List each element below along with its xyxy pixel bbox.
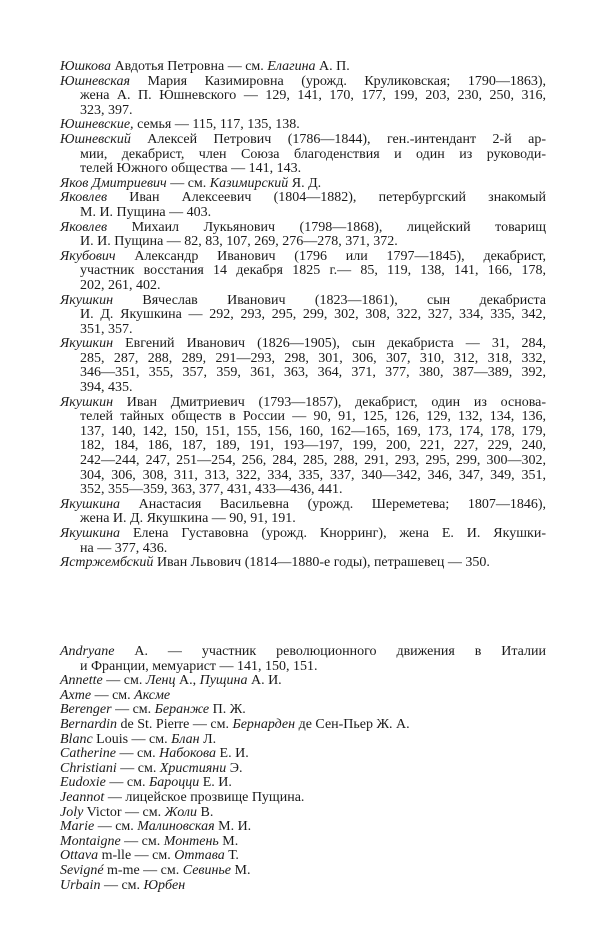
index-term: Berenger [60, 702, 112, 718]
index-entry [60, 337, 546, 395]
index-text: 323, 397. [80, 102, 133, 118]
index-text: Михаил Лукьянович (1798—1868), лицейский товарищ [107, 219, 546, 235]
index-text: В. [196, 804, 214, 820]
index-term: Юшневская [60, 73, 130, 89]
index-entry-line [60, 250, 546, 265]
index-entry-line [60, 806, 546, 821]
index-entry-line [60, 410, 546, 425]
index-entry-line [60, 206, 546, 221]
index-entry-line [60, 439, 546, 454]
index-entry-line [60, 864, 546, 879]
index-entry [60, 527, 546, 556]
index-entry [60, 689, 546, 704]
index-entry-line [60, 835, 546, 850]
index-text: Victor — см. [83, 804, 165, 820]
index-text: Иван Алексеевич (1804—1882), петербургский знакомый [107, 190, 546, 206]
index-entry [60, 118, 546, 133]
index-text: Иван Львович (1814—1880-е годы), петрашевец — 350. [153, 555, 490, 571]
index-text: П. Ж. [209, 702, 246, 718]
index-text: 137, 140, 142, 150, 151, 155, 156, 160, 162—165, 169, 173, 174, 178, 179, [80, 423, 546, 439]
index-text: — см. [111, 702, 155, 718]
index-term: Bernardin [60, 716, 118, 732]
index-text: А., [175, 673, 200, 689]
index-text: семья — 115, 117, 135, 138. [133, 117, 300, 133]
index-term: Аксме [134, 687, 171, 703]
index-entry [60, 498, 546, 527]
index-term: Якушкина [60, 526, 121, 541]
index-entry-line [60, 308, 546, 323]
index-entry-line [60, 542, 546, 557]
index-term: Блан [171, 731, 200, 747]
index-entry-line [60, 733, 546, 748]
index-text: 394, 435. [80, 380, 133, 396]
index-term: Ленц [145, 673, 176, 689]
index-text: — см. [105, 775, 149, 791]
index-entry-line [60, 849, 546, 864]
index-text: 182, 184, 186, 187, 189, 191, 193—197, 199, 200, 221, 227, 229, 240, [80, 438, 546, 454]
index-entry [60, 75, 546, 119]
index-text: de St. Pierre — см. [117, 716, 233, 732]
index-text: — лицейское прозвище Пущина. [104, 789, 305, 805]
index-term: Andryane [60, 644, 115, 659]
index-entry-line [60, 674, 546, 689]
index-entry [60, 718, 546, 733]
index-entry [60, 791, 546, 806]
index-text: телей тайных обществ в России — 90, 91, 125, 126, 129, 132, 134, 136, [80, 409, 546, 425]
index-entry [60, 703, 546, 718]
index-entry-line [60, 162, 546, 177]
index-term: Жоли [164, 804, 197, 820]
index-text: — см. [91, 687, 135, 703]
index-text: И. И. Пущина — 82, 83, 107, 269, 276—278, 371, 372. [80, 234, 398, 250]
index-text: Анастасия Васильевна (урожд. Шереметева; 1807—1846), [120, 496, 546, 512]
index-term: Sevigné [60, 862, 104, 878]
index-text: — см. [100, 877, 144, 893]
index-entry-line [60, 396, 546, 411]
index-entry-line [60, 60, 546, 75]
index-entry-line [60, 381, 546, 396]
index-text: Е. И. [199, 775, 232, 791]
index-term: Ottava [60, 848, 99, 864]
index-text: 351, 357. [80, 321, 133, 337]
index-text: мии, декабрист, член Союза благоденствия и один из руководи- [80, 146, 546, 162]
index-entry [60, 221, 546, 250]
index-term: Юшкова [60, 59, 112, 74]
index-text: Т. [224, 848, 239, 864]
index-term: Urbain [60, 877, 101, 893]
index-term: Marie [60, 819, 95, 835]
index-term: Annette [60, 673, 103, 689]
index-term: Севинье [182, 862, 232, 878]
index-section-russian [60, 60, 546, 571]
index-text: 304, 306, 308, 311, 313, 322, 334, 335, 337, 340—342, 346, 347, 349, 351, [80, 467, 546, 483]
index-entry-line [60, 776, 546, 791]
index-term: Оттава [174, 848, 225, 864]
index-entry-line [60, 879, 546, 894]
index-entry-line [60, 747, 546, 762]
index-text: телей Южного общества — 141, 143. [80, 161, 302, 177]
index-text: Авдотья Петровна — см. [111, 59, 268, 74]
index-text: — см. [116, 746, 160, 762]
index-term: Jeannot [60, 789, 105, 805]
index-entry [60, 556, 546, 571]
index-entry-line [60, 89, 546, 104]
index-text: И. Д. Якушкина — 292, 293, 295, 299, 302, 308, 322, 327, 334, 335, 342, [80, 307, 546, 323]
index-entry [60, 733, 546, 748]
index-text: Александр Иванович (1796 или 1797—1845), декабрист, [115, 248, 546, 264]
index-text: — см. [102, 673, 146, 689]
index-term: Малиновская [137, 819, 215, 835]
index-entry-line [60, 498, 546, 513]
index-entry [60, 747, 546, 762]
index-text: Я. Д. [288, 175, 322, 191]
index-term: Якушкин [60, 336, 114, 352]
index-entry-line [60, 469, 546, 484]
index-term: Eudoxie [60, 775, 106, 791]
index-term: Бернарден [232, 716, 296, 732]
index-entry-line [60, 660, 546, 675]
index-entry [60, 191, 546, 220]
index-term: Казимирский [209, 175, 289, 191]
index-term: Юшневские, [60, 117, 134, 133]
index-entry-line [60, 366, 546, 381]
index-term: Montaigne [60, 833, 121, 849]
index-entry-line [60, 556, 546, 571]
index-entry-line [60, 689, 546, 704]
index-text: М. И. [214, 819, 252, 835]
index-entry-line [60, 718, 546, 733]
index-text: 242—244, 247, 251—254, 256, 284, 285, 288, 291, 293, 295, 299, 300—302, [80, 453, 546, 469]
index-term: Christiani [60, 760, 117, 776]
index-entry-line [60, 352, 546, 367]
index-text: Елена Густавовна (урожд. Кнорринг), жена Е. И. Якушки- [120, 526, 546, 541]
index-text: m-lle — см. [98, 848, 175, 864]
index-term: Юрбен [143, 877, 186, 893]
index-term: Якушкин [60, 292, 114, 308]
index-entry-line [60, 148, 546, 163]
index-entry-line [60, 645, 546, 660]
index-term: Християни [159, 760, 227, 776]
index-entry-line [60, 118, 546, 133]
index-text: жена И. Д. Якушкина — 90, 91, 191. [80, 511, 296, 527]
index-term: Юшневский [60, 131, 131, 147]
index-entry [60, 776, 546, 791]
index-text: — см. [116, 760, 160, 776]
index-text: Евгений Иванович (1826—1905), сын декабриста — 31, 284, [113, 336, 546, 352]
index-text: 202, 261, 402. [80, 277, 161, 293]
index-text: М. [218, 833, 239, 849]
index-text: m-me — см. [103, 862, 183, 878]
index-entry-line [60, 762, 546, 777]
index-text: и Франции, мемуарист — 141, 150, 151. [80, 658, 318, 674]
index-entry-line [60, 512, 546, 527]
index-term: Яков Дмитриевич [60, 175, 167, 191]
index-entry-line [60, 791, 546, 806]
index-entry [60, 177, 546, 192]
index-entry [60, 820, 546, 835]
index-text: — см. [120, 833, 164, 849]
index-term: Беранже [154, 702, 210, 718]
index-term: Бароцци [148, 775, 200, 791]
index-term: Елагина [267, 59, 316, 74]
index-entry-line [60, 294, 546, 309]
index-term: Монтень [163, 833, 219, 849]
index-text: жена А. П. Юшневского — 129, 141, 170, 177, 199, 203, 230, 250, 316, [80, 88, 546, 104]
index-term: Якубович [60, 248, 116, 264]
index-text: Вячеслав Иванович (1823—1861), сын декабриста [113, 292, 546, 308]
index-text: Л. [199, 731, 217, 747]
index-entry [60, 835, 546, 850]
index-entry [60, 864, 546, 879]
index-text: Louis — см. [92, 731, 172, 747]
index-entry [60, 806, 546, 821]
index-text: на — 377, 436. [80, 540, 168, 556]
index-text: А. И. [247, 673, 282, 689]
index-entry [60, 133, 546, 177]
index-section-foreign [60, 645, 546, 893]
index-entry [60, 250, 546, 294]
index-entry-line [60, 177, 546, 192]
index-text: Е. И. [216, 746, 249, 762]
index-entry-line [60, 483, 546, 498]
index-entry [60, 396, 546, 498]
index-entry-line [60, 191, 546, 206]
index-entry-line [60, 337, 546, 352]
index-text: — см. [94, 819, 138, 835]
index-text: М. [231, 862, 251, 878]
index-text: М. И. Пущина — 403. [80, 204, 212, 220]
index-text: Мария Казимировна (урожд. Круликовская; 1790—1863), [130, 73, 546, 89]
index-entry [60, 849, 546, 864]
index-text: Э. [226, 760, 243, 776]
index-entry [60, 762, 546, 777]
index-text: А. П. [315, 59, 350, 74]
index-term: Joly [60, 804, 84, 820]
index-text: 346—351, 355, 357, 359, 361, 363, 364, 371, 377, 380, 387—389, 392, [80, 365, 546, 381]
index-text: де Сен-Пьер Ж. А. [295, 716, 410, 732]
index-entry [60, 879, 546, 894]
index-term: Catherine [60, 746, 116, 762]
index-entry-line [60, 425, 546, 440]
index-term: Яковлев [60, 190, 108, 206]
index-term: Якушкина [60, 496, 121, 512]
index-entry [60, 294, 546, 338]
index-term: Axme [60, 687, 92, 703]
index-text: 285, 287, 288, 289, 291—293, 298, 301, 306, 307, 310, 312, 318, 332, [80, 350, 546, 366]
index-text: участник восстания 14 декабря 1825 г.— 85, 119, 138, 141, 166, 178, [80, 263, 546, 279]
index-term: Яковлев [60, 219, 108, 235]
index-entry-line [60, 235, 546, 250]
index-entry-line [60, 221, 546, 236]
index-entry [60, 645, 546, 674]
index-term: Набокова [159, 746, 217, 762]
index-text: А. — участник революционного движения в Италии [114, 644, 546, 659]
index-entry-line [60, 264, 546, 279]
index-entry [60, 674, 546, 689]
index-entry-line [60, 323, 546, 338]
index-term: Якушкин [60, 394, 114, 410]
index-term: Пущина [199, 673, 248, 689]
index-entry-line [60, 454, 546, 469]
index-text: Алексей Петрович (1786—1844), ген.-интендант 2-й ар- [130, 131, 546, 147]
index-term: Ястржембский [60, 555, 154, 571]
index-entry-line [60, 75, 546, 90]
index-term: Blanc [60, 731, 93, 747]
index-text: Иван Дмитриевич (1793—1857), декабрист, один из основа- [113, 394, 546, 410]
index-entry-line [60, 104, 546, 119]
index-text: — см. [166, 175, 210, 191]
index-entry-line [60, 279, 546, 294]
index-text: 352, 355—359, 363, 377, 431, 433—436, 441. [80, 482, 343, 498]
index-entry-line [60, 703, 546, 718]
index-entry-line [60, 133, 546, 148]
index-entry-line [60, 820, 546, 835]
index-entry [60, 60, 546, 75]
index-entry-line [60, 527, 546, 542]
